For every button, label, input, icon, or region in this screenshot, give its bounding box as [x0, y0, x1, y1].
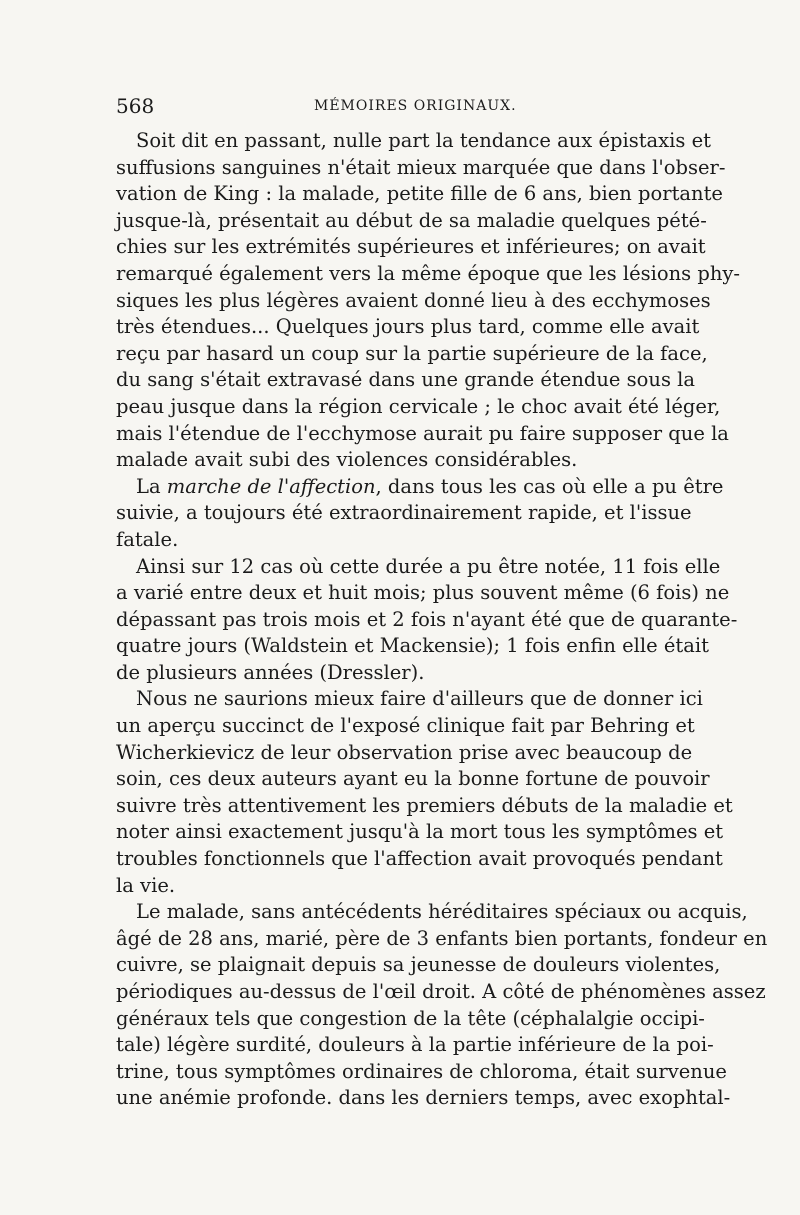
- paragraph-behring-observation: [116, 686, 733, 899]
- text-line: du sang s'était extravasé dans une grande étendue sous la: [116, 368, 696, 392]
- text-line: Ainsi sur 12 cas où cette durée a pu être notée, 11 fois elle: [136, 554, 721, 578]
- page-number: 568: [116, 94, 155, 118]
- text-run: La: [136, 474, 167, 498]
- text-line: peau jusque dans la région cervicale ; le choc avait été léger,: [116, 394, 721, 418]
- text-line: très étendues... Quelques jours plus tard, comme elle avait: [116, 315, 700, 339]
- text-line: siques les plus légères avaient donné lieu à des ecchymoses: [116, 288, 711, 312]
- text-line: jusque-là, présentait au début de sa maladie quelques pété-: [116, 208, 707, 232]
- text-line: reçu par hasard un coup sur la partie supérieure de la face,: [116, 341, 708, 365]
- text-line: a varié entre deux et huit mois; plus souvent même (6 fois) ne: [116, 581, 730, 605]
- text-line: remarqué également vers la même époque que les lésions phy-: [116, 261, 741, 285]
- paragraph-patient-history: [116, 899, 768, 1112]
- text-line: suffusions sanguines n'était mieux marquée que dans l'obser-: [116, 155, 726, 179]
- text-line: cuivre, se plaignait depuis sa jeunesse de douleurs violentes,: [116, 953, 721, 977]
- text-line: vation de King : la malade, petite fille de 6 ans, bien portante: [116, 182, 723, 206]
- text-line: quatre jours (Waldstein et Mackensie); 1 fois enfin elle était: [116, 634, 709, 658]
- page-header: [116, 94, 688, 124]
- text-line: trine, tous symptômes ordinaires de chloroma, était survenue: [116, 1059, 727, 1083]
- text-line: mais l'étendue de l'ecchymose aurait pu faire supposer que la: [116, 421, 729, 445]
- text-line: Le malade, sans antécédents héréditaires spéciaux ou acquis,: [136, 900, 748, 924]
- text-line: un aperçu succinct de l'exposé clinique fait par Behring et: [116, 714, 695, 738]
- text-line: fatale.: [116, 527, 179, 551]
- text-line: Nous ne saurions mieux faire d'ailleurs que de donner ici: [136, 687, 703, 711]
- text-line: malade avait subi des violences considérables.: [116, 448, 578, 472]
- text-line: généraux tels que congestion de la tête (céphalalgie occipi-: [116, 1006, 705, 1030]
- text-line: soin, ces deux auteurs ayant eu la bonne fortune de pouvoir: [116, 767, 710, 791]
- paragraph-king-observation: [116, 128, 741, 474]
- text-line: Wicherkievicz de leur observation prise avec beaucoup de: [116, 740, 693, 764]
- text-line: suivie, a toujours été extraordinairement rapide, et l'issue: [116, 501, 692, 525]
- text-line: périodiques au-dessus de l'œil droit. A côté de phénomènes assez: [116, 980, 766, 1003]
- text-line: troubles fonctionnels que l'affection avait provoqués pendant: [116, 847, 723, 871]
- text-line: noter ainsi exactement jusqu'à la mort tous les symptômes et: [116, 820, 724, 844]
- text-line: chies sur les extrémités supérieures et inférieures; on avait: [116, 235, 706, 259]
- paragraph-course-of-disease: [116, 474, 724, 554]
- running-title: MÉMOIRES ORIGINAUX.: [314, 98, 517, 114]
- text-run: , dans tous les cas où elle a pu être: [375, 474, 724, 498]
- text-line: [116, 474, 724, 501]
- text-line: âgé de 28 ans, marié, père de 3 enfants bien portants, fondeur en: [116, 926, 768, 950]
- text-line: dépassant pas trois mois et 2 fois n'ayant été que de quarante-: [116, 607, 738, 631]
- text-line: suivre très attentivement les premiers débuts de la maladie et: [116, 793, 733, 817]
- text-line: tale) légère surdité, douleurs à la partie inférieure de la poi-: [116, 1033, 714, 1057]
- italic-phrase: marche de l'affection: [166, 474, 376, 498]
- text-line: une anémie profonde. dans les derniers temps, avec exophtal-: [116, 1086, 731, 1110]
- text-line: Soit dit en passant, nulle part la tendance aux épistaxis et: [136, 129, 712, 152]
- paragraph-duration-cases: [116, 554, 738, 687]
- page-body: [116, 128, 768, 1112]
- text-line: la vie.: [116, 873, 176, 897]
- text-line: de plusieurs années (Dressler).: [116, 660, 425, 684]
